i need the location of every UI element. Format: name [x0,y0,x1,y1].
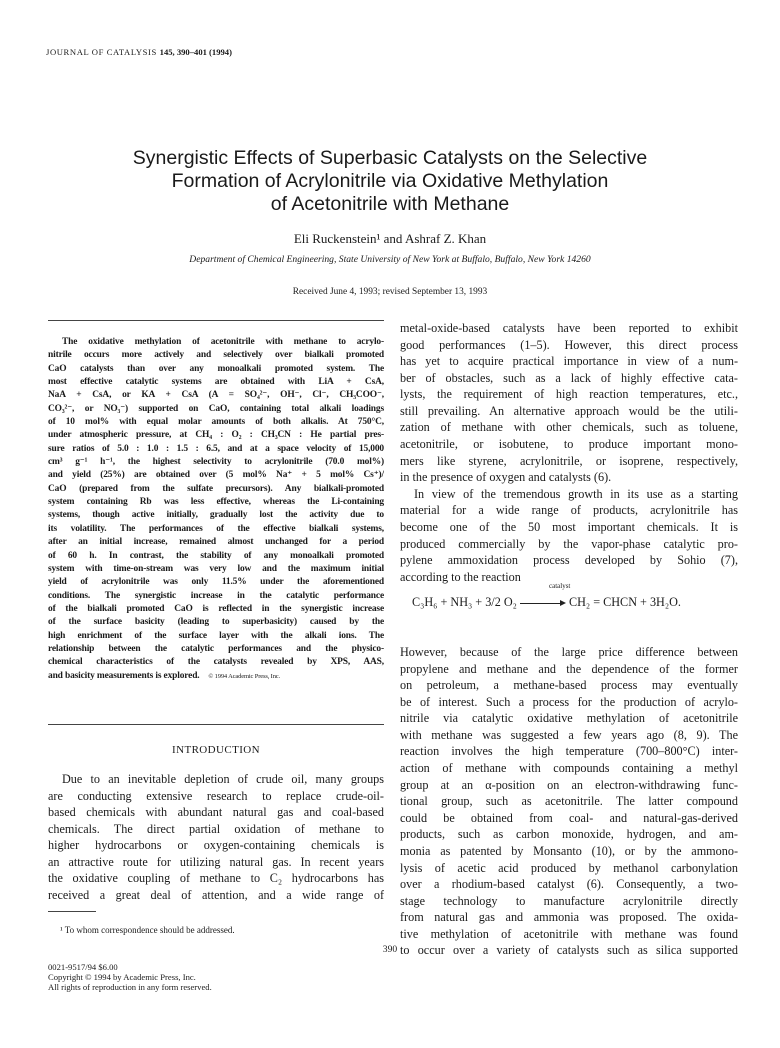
paragraph-line: on petroleum, a methane-based process may eventually [400,678,738,693]
abstract-line: cm³ g⁻¹ h⁻¹, the highest selectivity to acrylonitrile (70.0 mol%) [48,457,384,468]
running-head [46,47,232,57]
title-line: Synergistic Effects of Superbasic Catalysts on the Selective [132,147,648,169]
paragraph-line: Due to an inevitable depletion of crude oil, many groups [62,772,384,786]
paragraph-line: reaction involves the high temperature (700–800°C) inter- [400,744,738,759]
imprint-line: 0021-9517/94 $6.00 [48,962,118,972]
paragraph-line: higher hydrocarbons or oxygen-containing chemicals is [48,838,384,853]
abstract [48,336,384,683]
abstract-line: most effective catalytic systems are obtained with LiA + CsA, [48,377,384,388]
paragraph-line: still prevailing. An alternative approach would be the utili- [400,403,738,418]
imprint-line: Copyright © 1994 by Academic Press, Inc. [48,972,196,983]
paragraph-line: become one of the 50 most important chemicals. It is [400,519,738,534]
authors: Eli Ruckenstein¹ and Ashraf Z. Khan [293,231,487,246]
paragraph-line: In view of the tremendous growth in its use as a starting [414,486,738,501]
abstract-closing-text: and basicity measurements is explored. [48,670,200,681]
paragraph-line: has yet to acquire practical importance in view of a num- [400,354,738,369]
paragraph-line: could be obtained from coal- and natural-gas-derived [400,810,738,825]
abstract-line: its volatility. The performances of the effective bialkali systems, [48,523,384,534]
paragraph-line: However, because of the large price difference between [400,645,738,659]
paragraph-line: products, such as carbon monoxide, hydrogen, and am- [400,827,738,842]
abstract-line: sure ratios of 5.0 : 1.0 : 1.5 : 6.5, and at a space velocity of 15,000 [48,443,384,454]
paragraph-line: from natural gas and ammonia was proposed. The oxida- [400,910,738,925]
abstract-line: system containing Rb was less effective, whereas the Li-containing [48,497,384,508]
abstract-line: systems, though active initially, gradually lost the activity due to [48,510,384,521]
right-column-text-top [400,320,738,585]
title-line: of Acetonitrile with Methane [270,193,510,215]
paragraph-line: chemicals. The direct partial oxidation of methane to [48,821,384,836]
abstract-line: of 10 mol% with equal molar amounts of both alkalis. At 750°C, [48,417,384,428]
paragraph-line: based chemicals with abundant natural gas and coal-based [48,805,384,820]
right-column-text-bottom [400,644,738,959]
paragraph-line: the oxidative coupling of methane to C₂ hydrocarbons has [48,871,384,886]
page-number: 390 [382,944,398,955]
affiliation: Department of Chemical Engineering, State University of New York at Buffalo, Buffalo, New York 14260 [189,254,591,265]
equation-reactants: C₃H₆ + NH₃ + 3/2 O₂ [412,595,517,609]
paragraph-line: are conducting extensive research to replace crude-oil- [48,788,384,803]
paragraph-line: in the presence of oxygen and catalysts (6). [400,470,612,485]
paragraph-line: lysis of acetic acid produced by methanol carbonylation [400,860,738,875]
paragraph-line: received a great deal of attention, and a wide range of [48,888,384,903]
introduction-text [48,771,384,904]
paragraph-line: group at an α-position on an electron-withdrawing func- [400,777,738,792]
paragraph-line: propylene and methane and the dependence of the former [400,661,738,676]
abstract-line: The oxidative methylation of acetonitrile with methane to acrylo- [62,337,384,347]
paragraph-line: to occur over a variety of catalysts such as silica supported [400,943,738,958]
catalyst-label: catalyst [549,582,571,590]
paragraph-line: with methane was suggested a few years ago (8, 9). The [400,727,738,742]
paragraph-line: an attractive route for utilizing natural gas. In recent years [48,854,384,869]
abstract-line: relationship between the catalytic performances and the physico- [48,643,384,654]
abstract-line: nitrile occurs more actively and selectively over bialkali promoted [48,350,384,361]
paragraph-line: tional group, such as acetonitrile. The latter compound [400,794,738,809]
paragraph-line: action of methane with compounds containing a methyl [400,761,738,776]
abstract-line: of 60 h. In contrast, the stability of any monoalkali promoted [48,550,384,561]
footnote: ¹ To whom correspondence should be addressed. [60,925,235,935]
paragraph-line: mers like styrene, acrylonitrile, or isoprene, respectively, [400,453,738,468]
paragraph-line: according to the reaction [400,569,521,584]
equation-products: CH₂ = CHCN + 3H₂O. [568,595,681,609]
abstract-line: after an initial increase, remained almost unchanged for a period [48,537,384,548]
paragraph-line: ber of obstacles, such as a lack of highly effective cata- [400,370,738,385]
abstract-line: CaO catalysts than over any monoalkali promoted system. The [48,363,384,374]
paragraph-line: stage technology to manufacture acrylonitrile directly [400,893,738,908]
paragraph-line: produced commercially by the vapor-phase catalytic pro- [400,536,738,551]
paragraph-line: pylene ammoxidation process developed by Sohio (7), [400,553,738,568]
paragraph-line: nitrile via catalytic oxidative methylation of acetonitrile [400,711,738,726]
abstract-line: and yield (25%) are obtained over (5 mol% Na⁺ + 5 mol% Cs⁺)/ [48,470,384,481]
paragraph-line: zation of methane with other chemicals, such as toluene, [400,420,738,435]
paragraph-line: over a rhodium-based catalyst (6). Consequently, a two- [400,877,738,892]
abstract-bottom-rule [48,724,384,725]
received-dates: Received June 4, 1993; revised September 13, 1993 [292,287,488,297]
article-title [40,147,740,216]
section-heading: INTRODUCTION [172,744,260,756]
copyright-note: © 1994 Academic Press, Inc. [208,672,281,680]
journal-name: JOURNAL OF CATALYSIS [46,47,157,57]
footnote-rule [48,911,96,912]
paragraph-line: tive methylation of acetonitrile with methane was found [400,926,738,941]
paragraph-line: be of interest. Such a process for the production of acrylo- [400,694,738,709]
abstract-line: CO₃²⁻, or NO₃⁻) supported on CaO, containing total alkali loadings [48,403,384,414]
abstract-line: under atmospheric pressure, at CH₄ : O₂ : CH₃CN : He partial pres- [48,430,384,441]
abstract-last-line [48,670,384,683]
abstract-top-rule [48,320,384,321]
abstract-line: yield of acrylonitrile was only 11.5% under the aforementioned [48,577,384,588]
paragraph-line: good performances (1–5). However, this direct process [400,337,738,352]
abstract-line: chemical characteristics of the catalysts revealed by XPS, AAS, [48,657,384,668]
paragraph-line: lysts, the requirement of high reaction temperatures, etc., [400,387,738,402]
abstract-line: of the bialkali promoted CaO is reflected in the synergistic increase [48,603,384,614]
paragraph-line: material for a wide range of products, acrylonitrile has [400,503,738,518]
imprint [48,962,212,993]
paragraph-line: monia as patented by Monsanto (10), or by the ammono- [400,843,738,858]
journal-citation: 145, 390–401 (1994) [159,47,232,57]
abstract-line: conditions. The synergistic increase in the catalytic performance [48,590,384,601]
title-line: Formation of Acrylonitrile via Oxidative Methylation [171,170,609,192]
imprint-line: All rights of reproduction in any form reserved. [48,982,212,993]
abstract-line: system with time-on-stream was very low and the maximum initial [48,563,384,574]
paragraph-line: metal-oxide-based catalysts have been reported to exhibit [400,321,738,335]
abstract-line: CaO (prepared from the sulfate precursors). Any bialkali-promoted [48,483,384,494]
abstract-line: of the surface basicity (leading to superbasicity) caused by the [48,617,384,628]
reaction-arrow-icon [520,599,566,607]
abstract-line: NaA + CsA, or KA + CsA (A = SO₄²⁻, OH⁻, Cl⁻, CH₃COO⁻, [48,390,384,401]
paragraph-line: acetonitrile, or isobutene, to produce important mono- [400,437,738,452]
abstract-line: high enrichment of the surface layer with the alkali ions. The [48,630,384,641]
